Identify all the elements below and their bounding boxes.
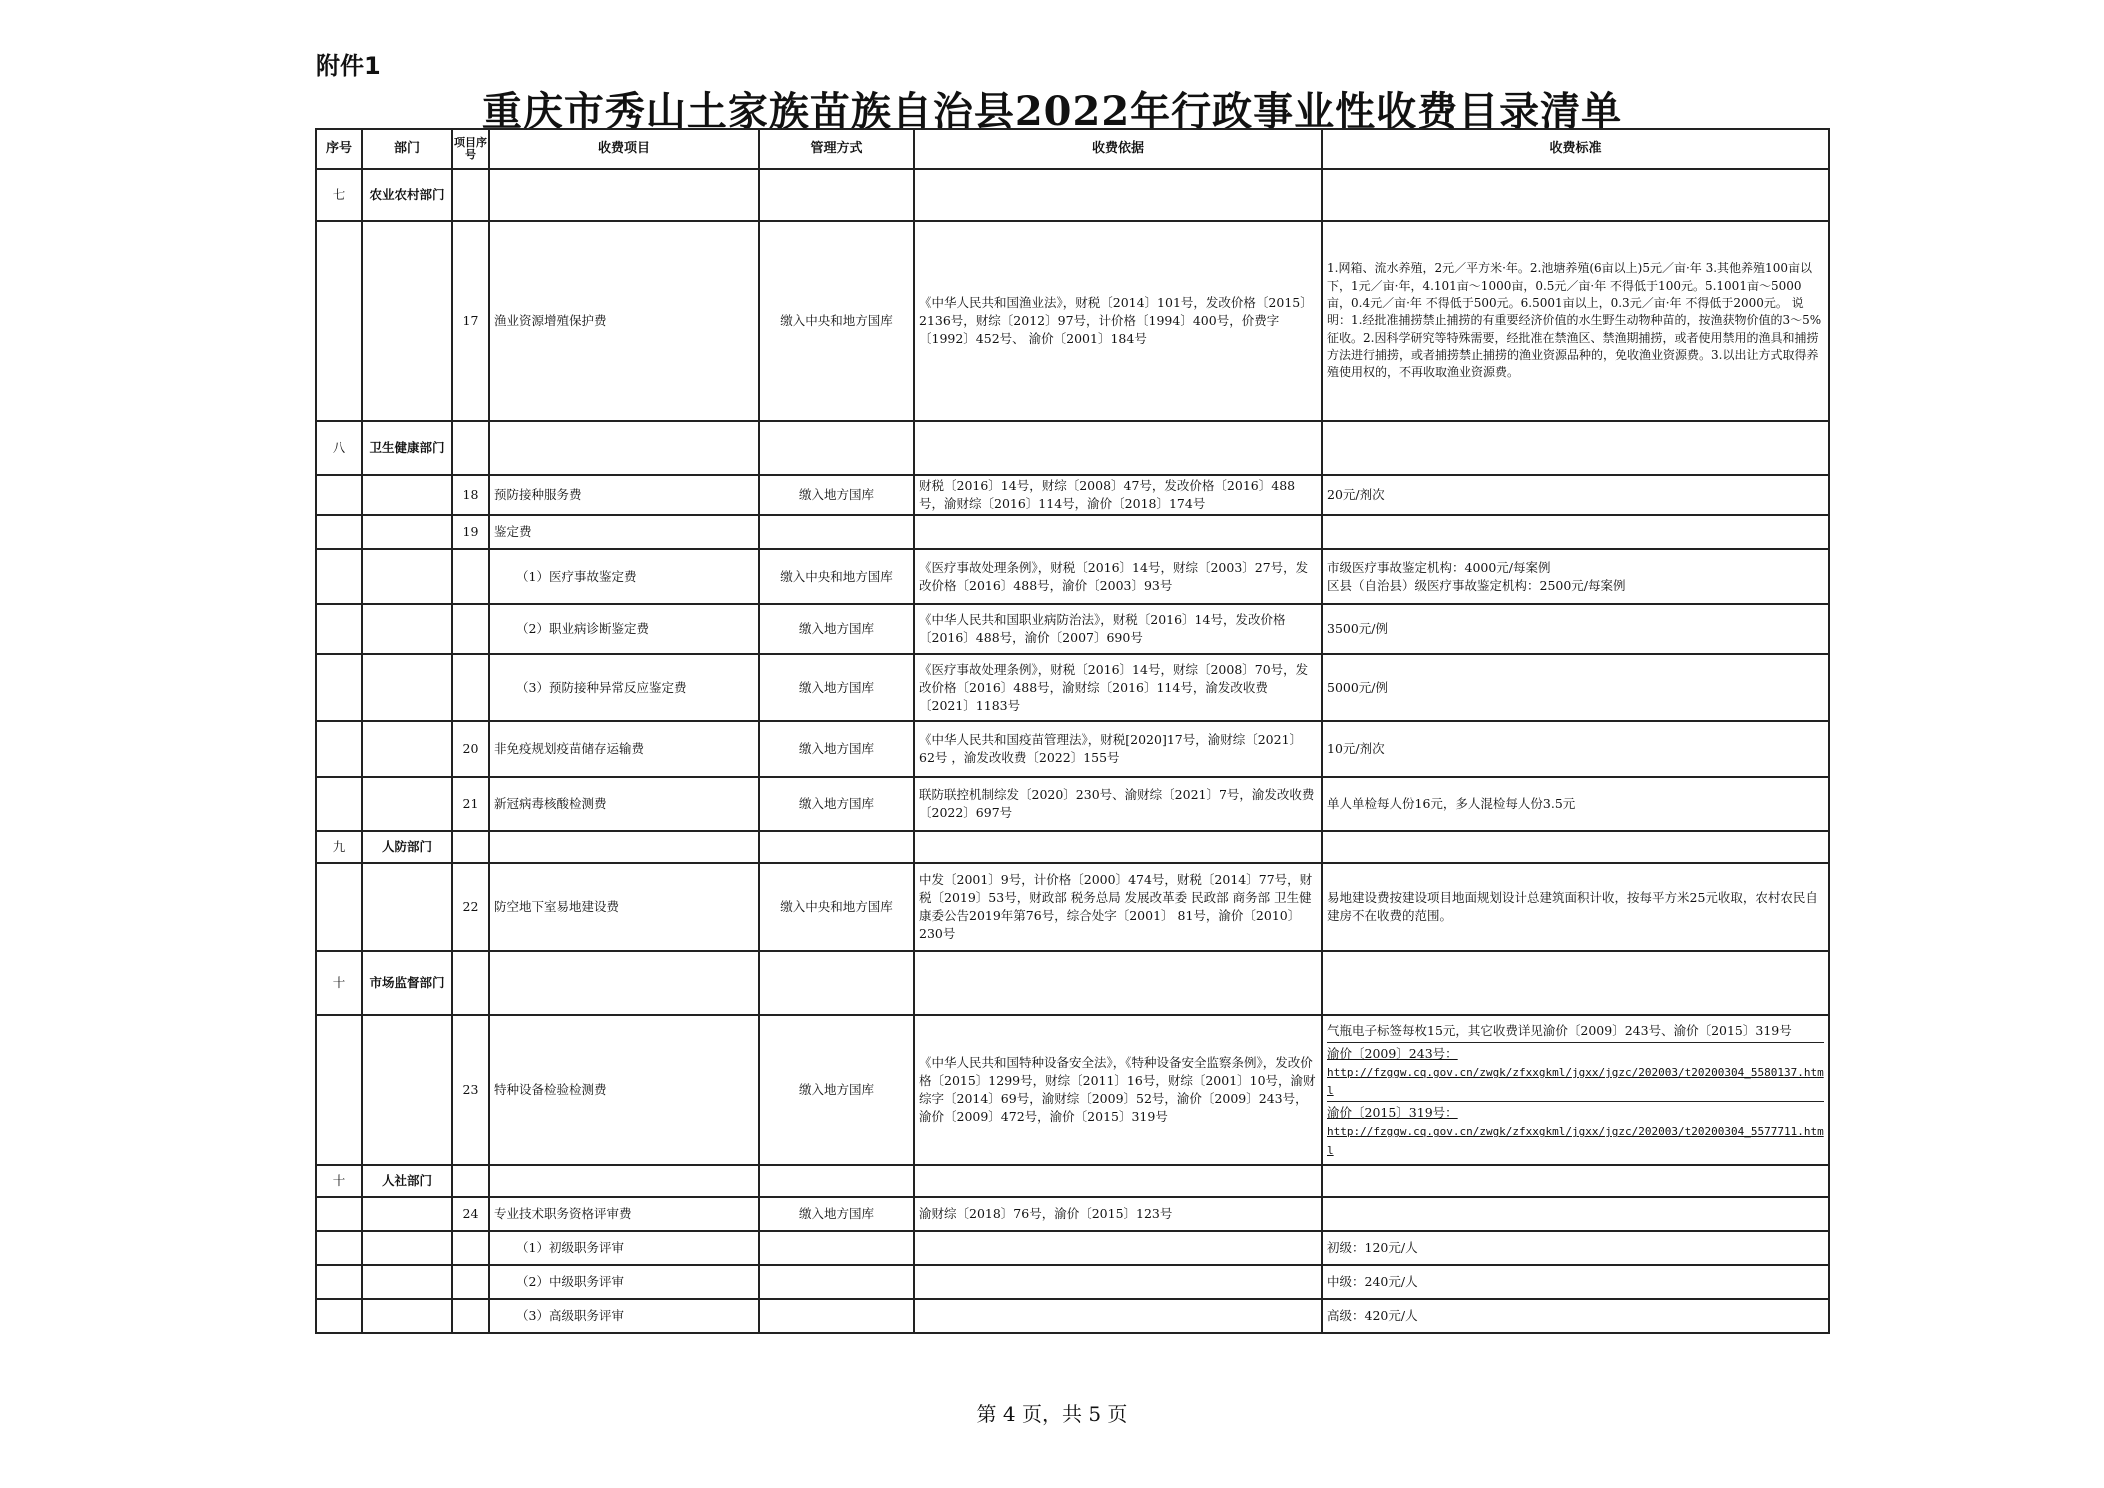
item-name: （1）初级职务评审: [489, 1231, 759, 1265]
section-dept: 农业农村部门: [362, 169, 452, 221]
header-mgmt: 管理方式: [759, 129, 914, 169]
price-doc-link-group: [1327, 1101, 1824, 1158]
fee-standard: [1322, 1015, 1829, 1165]
page-title: 重庆市秀山土家族苗族自治县2022年行政事业性收费目录清单: [481, 88, 1623, 135]
table-row: [316, 1265, 1829, 1299]
table-row: [316, 604, 1829, 654]
item-no: 22: [452, 863, 489, 951]
table-row: [316, 863, 1829, 951]
section-seq: 八: [316, 421, 362, 475]
mgmt-method: 缴入地方国库: [759, 1197, 914, 1231]
fee-standard: 单人单检每人份16元，多人混检每人份3.5元: [1322, 777, 1829, 831]
table-header-row: [316, 129, 1829, 169]
item-name: （3）预防接种异常反应鉴定费: [489, 654, 759, 721]
table-row: [316, 1231, 1829, 1265]
item-name: 新冠病毒核酸检测费: [489, 777, 759, 831]
item-no: 21: [452, 777, 489, 831]
fee-standard: 初级：120元/人: [1322, 1231, 1829, 1265]
mgmt-method: 缴入地方国库: [759, 1015, 914, 1165]
section-row: [316, 951, 1829, 1015]
item-name: 非免疫规划疫苗储存运输费: [489, 721, 759, 777]
section-dept: 市场监督部门: [362, 951, 452, 1015]
header-item-no: 项目序号: [452, 129, 489, 169]
fee-standard: 易地建设费按建设项目地面规划设计总建筑面积计收，按每平方米25元收取，农村农民自建房不在收费的范围。: [1322, 863, 1829, 951]
header-dept: 部门: [362, 129, 452, 169]
fee-standard-line: 市级医疗事故鉴定机构：4000元/每案例: [1327, 559, 1551, 575]
section-seq: 十: [316, 951, 362, 1015]
price-doc-label: 渝价〔2015〕319号：: [1327, 1105, 1458, 1121]
fee-basis: 《医疗事故处理条例》，财税〔2016〕14号，财综〔2008〕70号，发改价格〔2016〕488号，渝财综〔2016〕114号，渝发改收费〔2021〕1183号: [914, 654, 1322, 721]
table-row: [316, 549, 1829, 604]
mgmt-method: 缴入地方国库: [759, 475, 914, 515]
item-name: 渔业资源增殖保护费: [489, 221, 759, 421]
item-no: 23: [452, 1015, 489, 1165]
fee-standard: 10元/剂次: [1322, 721, 1829, 777]
item-no: 24: [452, 1197, 489, 1231]
table-row: [316, 654, 1829, 721]
fee-standard: 3500元/例: [1322, 604, 1829, 654]
fee-basis: 《中华人民共和国职业病防治法》，财税〔2016〕14号，发改价格〔2016〕488号，渝价〔2007〕690号: [914, 604, 1322, 654]
section-dept: 人防部门: [362, 831, 452, 863]
fee-basis: 《中华人民共和国疫苗管理法》，财税[2020]17号，渝财综〔2021〕62号 ，渝发改收费〔2022〕155号: [914, 721, 1322, 777]
mgmt-method: 缴入地方国库: [759, 654, 914, 721]
item-name: （3）高级职务评审: [489, 1299, 759, 1333]
item-name: （2）职业病诊断鉴定费: [489, 604, 759, 654]
price-doc-link[interactable]: http://fzggw.cq.gov.cn/zwgk/zfxxgkml/jgxx/jgzc/202003/t20200304_5580137.html: [1327, 1066, 1824, 1098]
section-seq: 七: [316, 169, 362, 221]
table-row: [316, 777, 1829, 831]
fee-standard: 5000元/例: [1322, 654, 1829, 721]
header-basis: 收费依据: [914, 129, 1322, 169]
fee-standard: 高级：420元/人: [1322, 1299, 1829, 1333]
item-no: 19: [452, 515, 489, 549]
section-dept: 人社部门: [362, 1165, 452, 1197]
price-doc-label: 渝价〔2009〕243号：: [1327, 1045, 1458, 1061]
section-seq: 九: [316, 831, 362, 863]
item-name: 预防接种服务费: [489, 475, 759, 515]
page-number: 第 4 页，共 5 页: [976, 1402, 1128, 1426]
header-seq: 序号: [316, 129, 362, 169]
price-doc-link[interactable]: http://fzggw.cq.gov.cn/zwgk/zfxxgkml/jgxx/jgzc/202003/t20200304_5577711.html: [1327, 1125, 1824, 1157]
table-row: [316, 1015, 1829, 1165]
item-name: 特种设备检验检测费: [489, 1015, 759, 1165]
mgmt-method: 缴入中央和地方国库: [759, 549, 914, 604]
section-row: [316, 1165, 1829, 1197]
header-item: 收费项目: [489, 129, 759, 169]
fee-basis: 中发〔2001〕9号，计价格〔2000〕474号，财税〔2014〕77号，财税〔2019〕53号，财政部 税务总局 发展改革委 民政部 商务部 卫生健康委公告2019年第76号，综合处字〔2001〕 81号，渝价〔2010〕230号: [914, 863, 1322, 951]
fee-standard: 20元/剂次: [1322, 475, 1829, 515]
item-name: 专业技术职务资格评审费: [489, 1197, 759, 1231]
table-row: [316, 221, 1829, 421]
mgmt-method: 缴入地方国库: [759, 721, 914, 777]
item-no: 18: [452, 475, 489, 515]
item-name: （1）医疗事故鉴定费: [489, 549, 759, 604]
item-no: 17: [452, 221, 489, 421]
table-row: [316, 515, 1829, 549]
section-seq: 十: [316, 1165, 362, 1197]
fee-standard-line: 气瓶电子标签每枚15元，其它收费详见渝价〔2009〕243号、渝价〔2015〕319号: [1327, 1022, 1792, 1038]
section-row: [316, 831, 1829, 863]
item-name: 鉴定费: [489, 515, 759, 549]
table-row: [316, 1197, 1829, 1231]
section-row: [316, 421, 1829, 475]
table-row: [316, 721, 1829, 777]
fee-standard: [1322, 549, 1829, 604]
fee-standard: 1.网箱、流水养殖，2元／平方米·年。2.池塘养殖(6亩以上)5元／亩·年 3.其他养殖100亩以下，1元／亩·年，4.101亩～1000亩，0.5元／亩·年 不得低于100元。5.1001亩～5000亩，0.4元／亩·年 不得低于500元。6.5001亩以上，0.3元／亩·年 不得低于2000元。 说明：1.经批准捕捞禁止捕捞的有重要经济价值的水生野生动物种苗的，按渔获物价值的3～5%征收。2.因科学研究等特殊需要，经批准在禁渔区、禁渔期捕捞，或者使用禁用的渔具和捕捞方法进行捕捞，或者捕捞禁止捕捞的渔业资源品种的，免收渔业资源费。3.以出让方式取得养殖使用权的，不再收取渔业资源费。: [1322, 221, 1829, 421]
mgmt-method: 缴入中央和地方国库: [759, 863, 914, 951]
fee-basis: 《中华人民共和国特种设备安全法》，《特种设备安全监察条例》，发改价格〔2015〕1299号，财综〔2011〕16号，财综〔2001〕10号，渝财综字〔2014〕69号，渝财综〔2009〕52号，渝价〔2009〕243号，渝价〔2009〕472号，渝价〔2015〕319号: [914, 1015, 1322, 1165]
section-dept: 卫生健康部门: [362, 421, 452, 475]
fee-catalog-table: [315, 128, 1830, 1334]
section-row: [316, 169, 1829, 221]
fee-standard-line: 区县（自治县）级医疗事故鉴定机构：2500元/每案例: [1327, 577, 1626, 593]
fee-basis: 财税〔2016〕14号，财综〔2008〕47号，发改价格〔2016〕488号，渝财综〔2016〕114号，渝价〔2018〕174号: [914, 475, 1322, 515]
price-doc-link-group: [1327, 1042, 1824, 1099]
mgmt-method: 缴入地方国库: [759, 604, 914, 654]
fee-basis: 《中华人民共和国渔业法》，财税〔2014〕101号，发改价格〔2015〕2136号，财综〔2012〕97号，计价格〔1994〕400号，价费字〔1992〕452号、 渝价〔2001〕184号: [914, 221, 1322, 421]
fee-basis: 《医疗事故处理条例》，财税〔2016〕14号，财综〔2003〕27号，发改价格〔2016〕488号，渝价〔2003〕93号: [914, 549, 1322, 604]
table-row: [316, 475, 1829, 515]
fee-basis: 渝财综〔2018〕76号，渝价〔2015〕123号: [914, 1197, 1322, 1231]
attachment-label: 附件1: [316, 52, 381, 80]
fee-basis: 联防联控机制综发〔2020〕230号、渝财综〔2021〕7号，渝发改收费〔2022〕697号: [914, 777, 1322, 831]
table-row: [316, 1299, 1829, 1333]
item-no: 20: [452, 721, 489, 777]
mgmt-method: 缴入地方国库: [759, 777, 914, 831]
header-standard: 收费标准: [1322, 129, 1829, 169]
mgmt-method: 缴入中央和地方国库: [759, 221, 914, 421]
fee-standard: 中级：240元/人: [1322, 1265, 1829, 1299]
item-name: 防空地下室易地建设费: [489, 863, 759, 951]
item-name: （2）中级职务评审: [489, 1265, 759, 1299]
